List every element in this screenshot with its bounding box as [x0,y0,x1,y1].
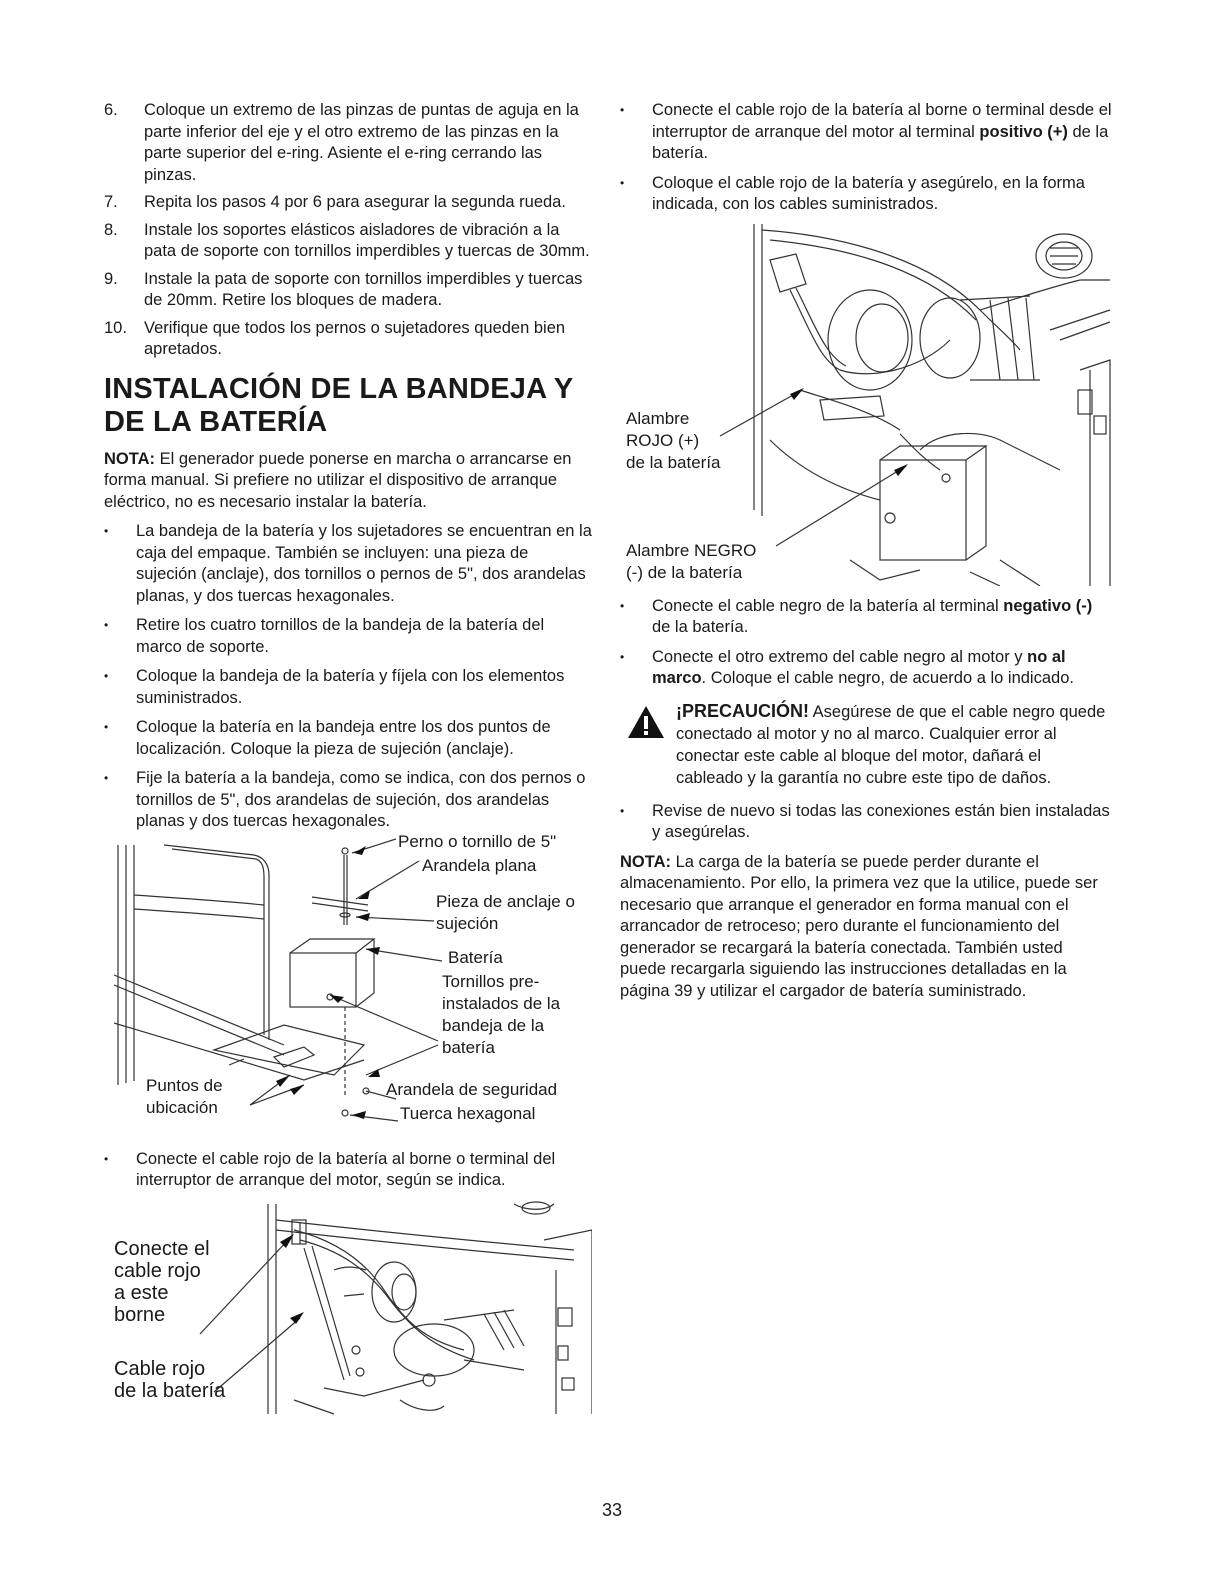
warning-triangle-icon [626,704,666,740]
red-cable-bullets [620,100,1112,216]
list-item: • Coloque la batería en la bandeja entre los dos puntos de localización. Coloque la pieza de sujeción (anclaje). [104,717,592,760]
step-item: 7. Repita los pasos 4 por 6 para asegurar la segunda rueda. [104,193,566,211]
assembly-steps [104,100,592,361]
final-check-bullets [620,801,1112,844]
note-text: La carga de la batería se puede perder durante el almacenamiento. Por ello, la primera vez que la utilice, puede ser necesario que arranque el generador en forma manual con el arrancador de retroceso; pero durante el funcionamiento del generador se recargará la batería conectada. También usted puede recargarla siguiendo las instrucciones detalladas en la página 39 y utilizar el cargador de batería suministrado. [620,852,1098,1000]
label-anchor-line2: sujeción [436,913,499,933]
note-label: NOTA: [620,852,672,871]
note-text: El generador puede ponerse en marcha o arrancarse en forma manual. Si prefiere no utilizar el dispositivo de arranque eléctrico, no es necesario instalar la batería. [104,449,572,511]
battery-tray-figure [104,831,592,1135]
label-locating-line1: Puntos de [146,1075,223,1095]
starter-bullets [104,1149,592,1192]
caution-box [620,700,1112,789]
starter-switch-figure [104,1200,592,1418]
list-item: • Conecte el cable negro de la batería al terminal negativo (-) de la batería. [620,596,1112,639]
label-cable-line1: Cable rojo [114,1357,206,1380]
label-anchor-line1: Pieza de anclaje o [436,891,575,911]
battery-wiring-drawing [620,220,1112,586]
battery-wiring-figure [620,220,1112,586]
right-column [620,100,1112,1002]
note-paragraph-2 [620,852,1112,1003]
page-number: 33 [601,1500,623,1520]
label-connect-line2: cable rojo [114,1259,201,1282]
list-item: • La bandeja de la batería y los sujetadores se encuentran en la caja del empaque. También se incluyen: una pieza de sujeción (anclaje), dos tornillos o pernos de 5", dos arandelas planas, y dos tuercas hexagonales. [104,521,592,607]
label-locating-line2: ubicación [146,1097,218,1117]
list-item: • Retire los cuatro tornillos de la bandeja de la batería del marco de soporte. [104,615,592,658]
label-screws-line3: bandeja de la [442,1015,545,1035]
tray-bullets [104,521,592,833]
label-black-line2: (-) de la batería [626,562,743,582]
label-screws-line4: batería [442,1037,495,1057]
label-connect-line1: Conecte el [114,1237,210,1260]
label-hex-nut: Tuerca hexagonal [400,1103,536,1123]
label-screws-line1: Tornillos pre- [442,971,540,991]
label-connect-line4: borne [114,1303,166,1326]
label-flat-washer: Arandela plana [422,855,537,875]
label-battery: Batería [448,947,503,967]
list-item: • Revise de nuevo si todas las conexiones están bien instaladas y asegúrelas. [620,801,1112,844]
label-lock-washer: Arandela de seguridad [386,1079,558,1099]
label-bolt: Perno o tornillo de 5" [398,831,557,851]
label-screws-line2: instalados de la [442,993,561,1013]
left-column [104,100,592,1418]
caution-text: Asegúrese de que el cable negro quede conectado al motor y no al marco. Cualquier error al conectar este cable al bloque del motor, dañará el cableado y la garantía no cubre este tipo de daños. [676,702,1106,787]
step-item: 9. Instale la pata de soporte con tornillos imperdibles y tuercas de 20mm. Retire los bloques de madera. [104,269,583,309]
label-red-line1: Alambre [626,408,690,428]
note-paragraph [104,449,592,514]
label-cable-line2: de la batería [114,1379,226,1402]
list-item: • Conecte el otro extremo del cable negro al motor y no al marco. Coloque el cable negro, de acuerdo a lo indicado. [620,647,1112,690]
label-red-line3: de la batería [626,452,721,472]
label-red-line2: ROJO (+) [626,430,700,450]
list-item: • Coloque la bandeja de la batería y fíjela con los elementos suministrados. [104,666,592,709]
label-connect-line3: a este [114,1281,169,1304]
list-item: • Coloque el cable rojo de la batería y asegúrelo, en la forma indicada, con los cables suministrados. [620,173,1112,216]
step-item: 10. Verifique que todos los pernos o sujetadores queden bien apretados. [104,318,566,358]
section-title: INSTALACIÓN DE LA BANDEJA Y DE LA BATERÍA [104,372,573,438]
note-label: NOTA: [104,449,156,468]
step-item: 6. Coloque un extremo de las pinzas de puntas de aguja en la parte inferior del eje y el otro extremo de las pinzas en la parte superior del e-ring. Asiente el e-ring cerrando las pinzas. [104,101,579,184]
step-item: 8. Instale los soportes elásticos aisladores de vibración a la pata de soporte con tornillos imperdibles y tuercas de 30mm. [104,220,590,260]
label-black-line1: Alambre NEGRO [626,540,757,560]
black-cable-bullets [620,596,1112,690]
caution-title: ¡PRECAUCIÓN! [676,700,809,721]
list-item: • Fije la batería a la bandeja, como se indica, con dos pernos o tornillos de 5", dos arandelas de sujeción, dos arandelas planas y dos tuercas hexagonales. [104,768,592,833]
list-item: • Conecte el cable rojo de la batería al borne o terminal del interruptor de arranque del motor, según se indica. [104,1149,592,1192]
list-item: • Conecte el cable rojo de la batería al borne o terminal desde el interruptor de arranque del motor al terminal positivo (+) de la batería. [620,100,1112,165]
